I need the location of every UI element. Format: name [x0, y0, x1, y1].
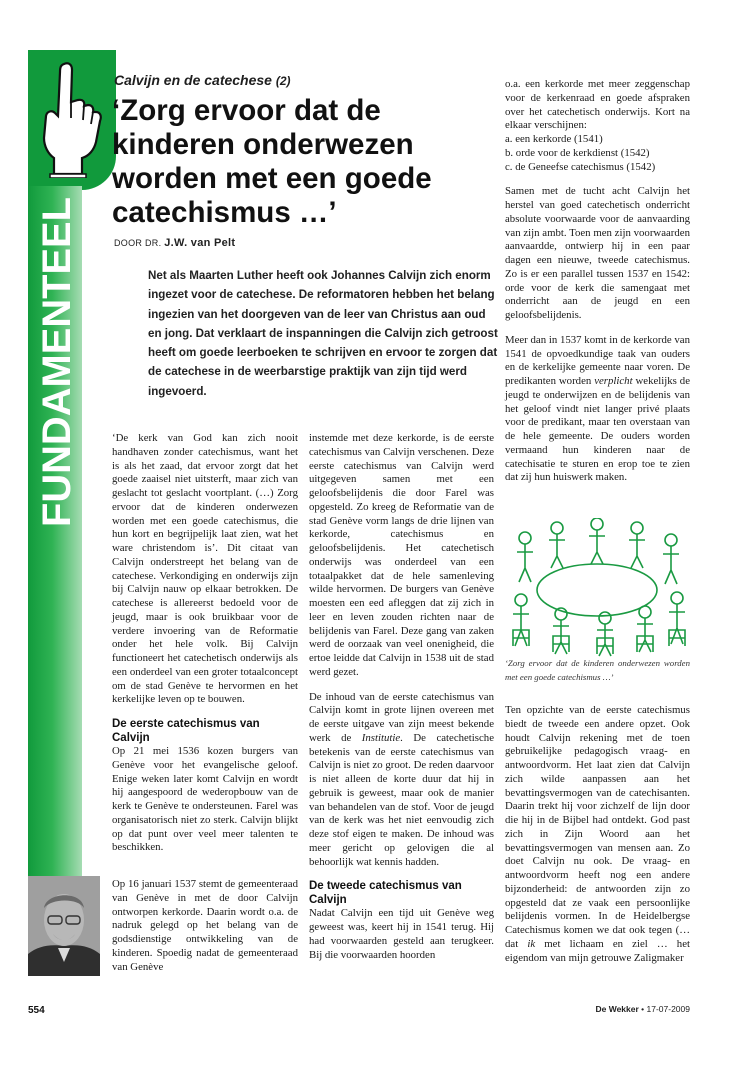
- body-paragraph: Ten opzichte van de eerste catechismus biedt de tweede een andere opzet. Ook houdt Calvijn rekening met de toen gebruikelijke pedagogisch vraag- en antwoordvorm. Het laat zien dat Calvijn zich wilde aanpassen aan het bevattingsvermogen van de catechisanten. Daarin trekt hij voor zichzelf de lijn door die hij in de Bijbel had ontdekt. God past zich in Zijn Woord aan het bevattingsvermogen van mensen aan. Zo doet Calvijn nu ook. De vraag- en antwoordvorm heeft nog een andere bijzonderheid: de antwoorden zijn zo opgesteld dat ze vaak een persoonlijke belijdenis vormen. In de Heidelbergse Catechismus komen we dat ook tegen (… dat ik met lichaam en ziel … het eigendom van mijn getrouwe Zaligmaker: [505, 704, 691, 964]
- list-item: b. orde voor de kerkdienst (1542): [505, 146, 650, 159]
- section-label: [30, 192, 80, 532]
- children-circle-illustration: [505, 518, 690, 658]
- publication-list: [505, 133, 690, 174]
- body-paragraph: ‘De kerk van God kan zich nooit handhaven zonder catechismus, want het is als het zaad, dat ervoor zorgt dat het goede zaaisel niet uitsterft, maar zich van geslacht tot geslacht voortplant. (…) Zorg ervoor dat de kinderen onderwezen worden met een goede catechismus, die hun kort en begrijpelijk laat zien, wat het ware christendom is’. Dit citaat van Calvijn onderstreept het belang van de catechese. Verkondiging en onderwijs zijn bij Calvijn nauw op elkaar betrokken. De catechese is allereerst bedoeld voor de jeugd, maar is ook bruikbaar voor de verdere invoering van de Reformatie onder het hele volk. Bij Calvijn functioneert het catechetisch onderwijs als een onderdeel van een groter totaalconcept om de stad Genève te hervormen en het kerkelijke leven op te bouwen.: [112, 432, 298, 706]
- publication-name: De Wekker: [595, 1004, 639, 1014]
- kicker-part-number: (2): [275, 74, 291, 88]
- svg-text:FUNDAMENTEEL: FUNDAMENTEEL: [35, 195, 79, 527]
- illustration-caption: [505, 656, 690, 684]
- body-paragraph: o.a. een kerkorde met meer zeggenschap voor de kerkenraad en goede afspraken over het catechetisch onderwijs. Kort na elkaar verschijnen:: [505, 78, 690, 132]
- body-paragraph: Meer dan in 1537 komt in de kerkorde van 1541 de opvoedkundige taak van ouders en de kerkelijke gemeente naar voren. De predikanten worden verplicht wekelijks de jeugd te onderwijzen en de belijdenis van het geloof vindt niet langer privé plaats voor de predikant, maar ten overstaan van de hele gemeente. De ouders worden vermaand hun kinderen naar de catechisatie te sturen en erop toe te zien dat zij hun huiswerk maken.: [505, 333, 690, 484]
- body-paragraph: instemde met deze kerkorde, is de eerste catechismus van Calvijn verschenen. Deze eerste catechismus van Calvijn werd uitgegeven samen met een geloofsbelijdenis die door Farel was opgesteld. Zo kreeg de Reformatie van de stad Genève vorm langs de drie lijnen van kerkorde, catechismus en geloofsbelijdenis. Het catechetisch onderwijs was onderdeel van een totaalpakket dat de hele samenleving wilde hervormen. De burgers van Genève moesten een eed afleggen dat zij zich in leer en leven zouden richten naar de belijdenis van Farel. Deze gang van zaken werd de oorzaak van veel onenigheid, die ertoe leidde dat Calvijn in 1538 uit de stad werd gezet.: [309, 432, 494, 678]
- pointing-hand-icon: [34, 58, 108, 178]
- section-heading: De eerste catechismus van Calvijn: [112, 718, 260, 744]
- publication-info: [560, 1004, 690, 1014]
- page-number: 554: [28, 1005, 45, 1016]
- publication-date: • 17-07-2009: [641, 1004, 690, 1014]
- section-heading: De tweede catechismus van Calvijn: [309, 880, 462, 906]
- body-paragraph: Samen met de tucht acht Calvijn het herstel van goed catechetisch onderricht absolute voorwaarde voor de aanvaarding van zijn ambt. Toen men zijn voorwaarden aanvaardde, ontwierp hij in een paar dagen een nieuwe, tweede catechismus. Zo is er een parallel tussen 1537 en 1542: orde voor de kerk die samengaat met onderricht aan de jeugd en een geloofsbelijdenis.: [505, 185, 690, 321]
- author-photo: [28, 876, 100, 976]
- caption-text: ‘Zorg ervoor dat de kinderen onderwezen worden met een goede catechismus …’: [505, 658, 690, 682]
- column-1: [112, 432, 298, 855]
- author-name: J.W. van Pelt: [164, 237, 236, 249]
- column-3-continued: [505, 704, 690, 965]
- byline: [114, 237, 235, 249]
- list-item: c. de Geneefse catechismus (1542): [505, 160, 656, 173]
- byline-prefix: DOOR DR.: [114, 238, 162, 248]
- body-paragraph: Op 21 mei 1536 kozen burgers van Genève voor het evangelische geloof. Enige weken later komt Calvijn en wordt hij aangespoord de wederopbouw van de kerk te Genève te ondersteunen. Farel was organisatorisch niet zo sterk. Calvijn blijkt op dat punt over veel meer talenten te beschikken.: [112, 745, 298, 854]
- intro-paragraph: Net als Maarten Luther heeft ook Johannes Calvijn zich enorm ingezet voor de catechese. De reformatoren hebben het belang ingezien van het doorgeven van de leer van Christus aan oud en jong. Dat verklaart de inspanningen die Calvijn zich getroost heeft om goede leerboeken te schrijven en ervoor te zorgen dat de catechese in de weerbarstige praktijk van zijn tijd werd ingevoerd.: [148, 269, 498, 398]
- body-paragraph: De inhoud van de eerste catechismus van Calvijn komt in grote lijnen overeen met de eerste uitgave van zijn meest bekende werk de Institutie. De catechetische betekenis van de eerste catechismus van Calvijn is niet zo groot. De reden daarvoor is niet alleen de korte duur dat hij in gebruik is geweest, maar ook de manier van behandelen van de stof. Voor de jeugd van de kerk was het niet eenvoudig zich deze stof eigen te maken. De inhoud was meer gericht op gelovigen die al behoorlijk wat kennis hadden.: [309, 690, 494, 868]
- column-3: [505, 78, 690, 485]
- article-headline: ‘Zorg ervoor dat de kinderen onderwezen worden met een goede catechismus …’: [112, 94, 432, 229]
- list-item: a. een kerkorde (1541): [505, 133, 603, 145]
- body-paragraph: Op 16 januari 1537 stemt de gemeenteraad van Genève in met de door Calvijn ontworpen kerkorde. Daarin wordt o.a. de nadruk gelegd op het belang van de godsdienstige ontwikkeling van de kinderen. Spoedig nadat de gemeenteraad van Genève: [112, 878, 298, 973]
- column-2: [309, 432, 494, 962]
- column-1-continued: [112, 878, 298, 974]
- body-paragraph: Nadat Calvijn een tijd uit Genève weg geweest was, keert hij in 1541 terug. Hij had voorwaarden gesteld aan terugkeer. Bij die voorwaarden hoorden: [309, 907, 494, 961]
- article-kicker: Calvijn en de catechese (2): [114, 72, 291, 88]
